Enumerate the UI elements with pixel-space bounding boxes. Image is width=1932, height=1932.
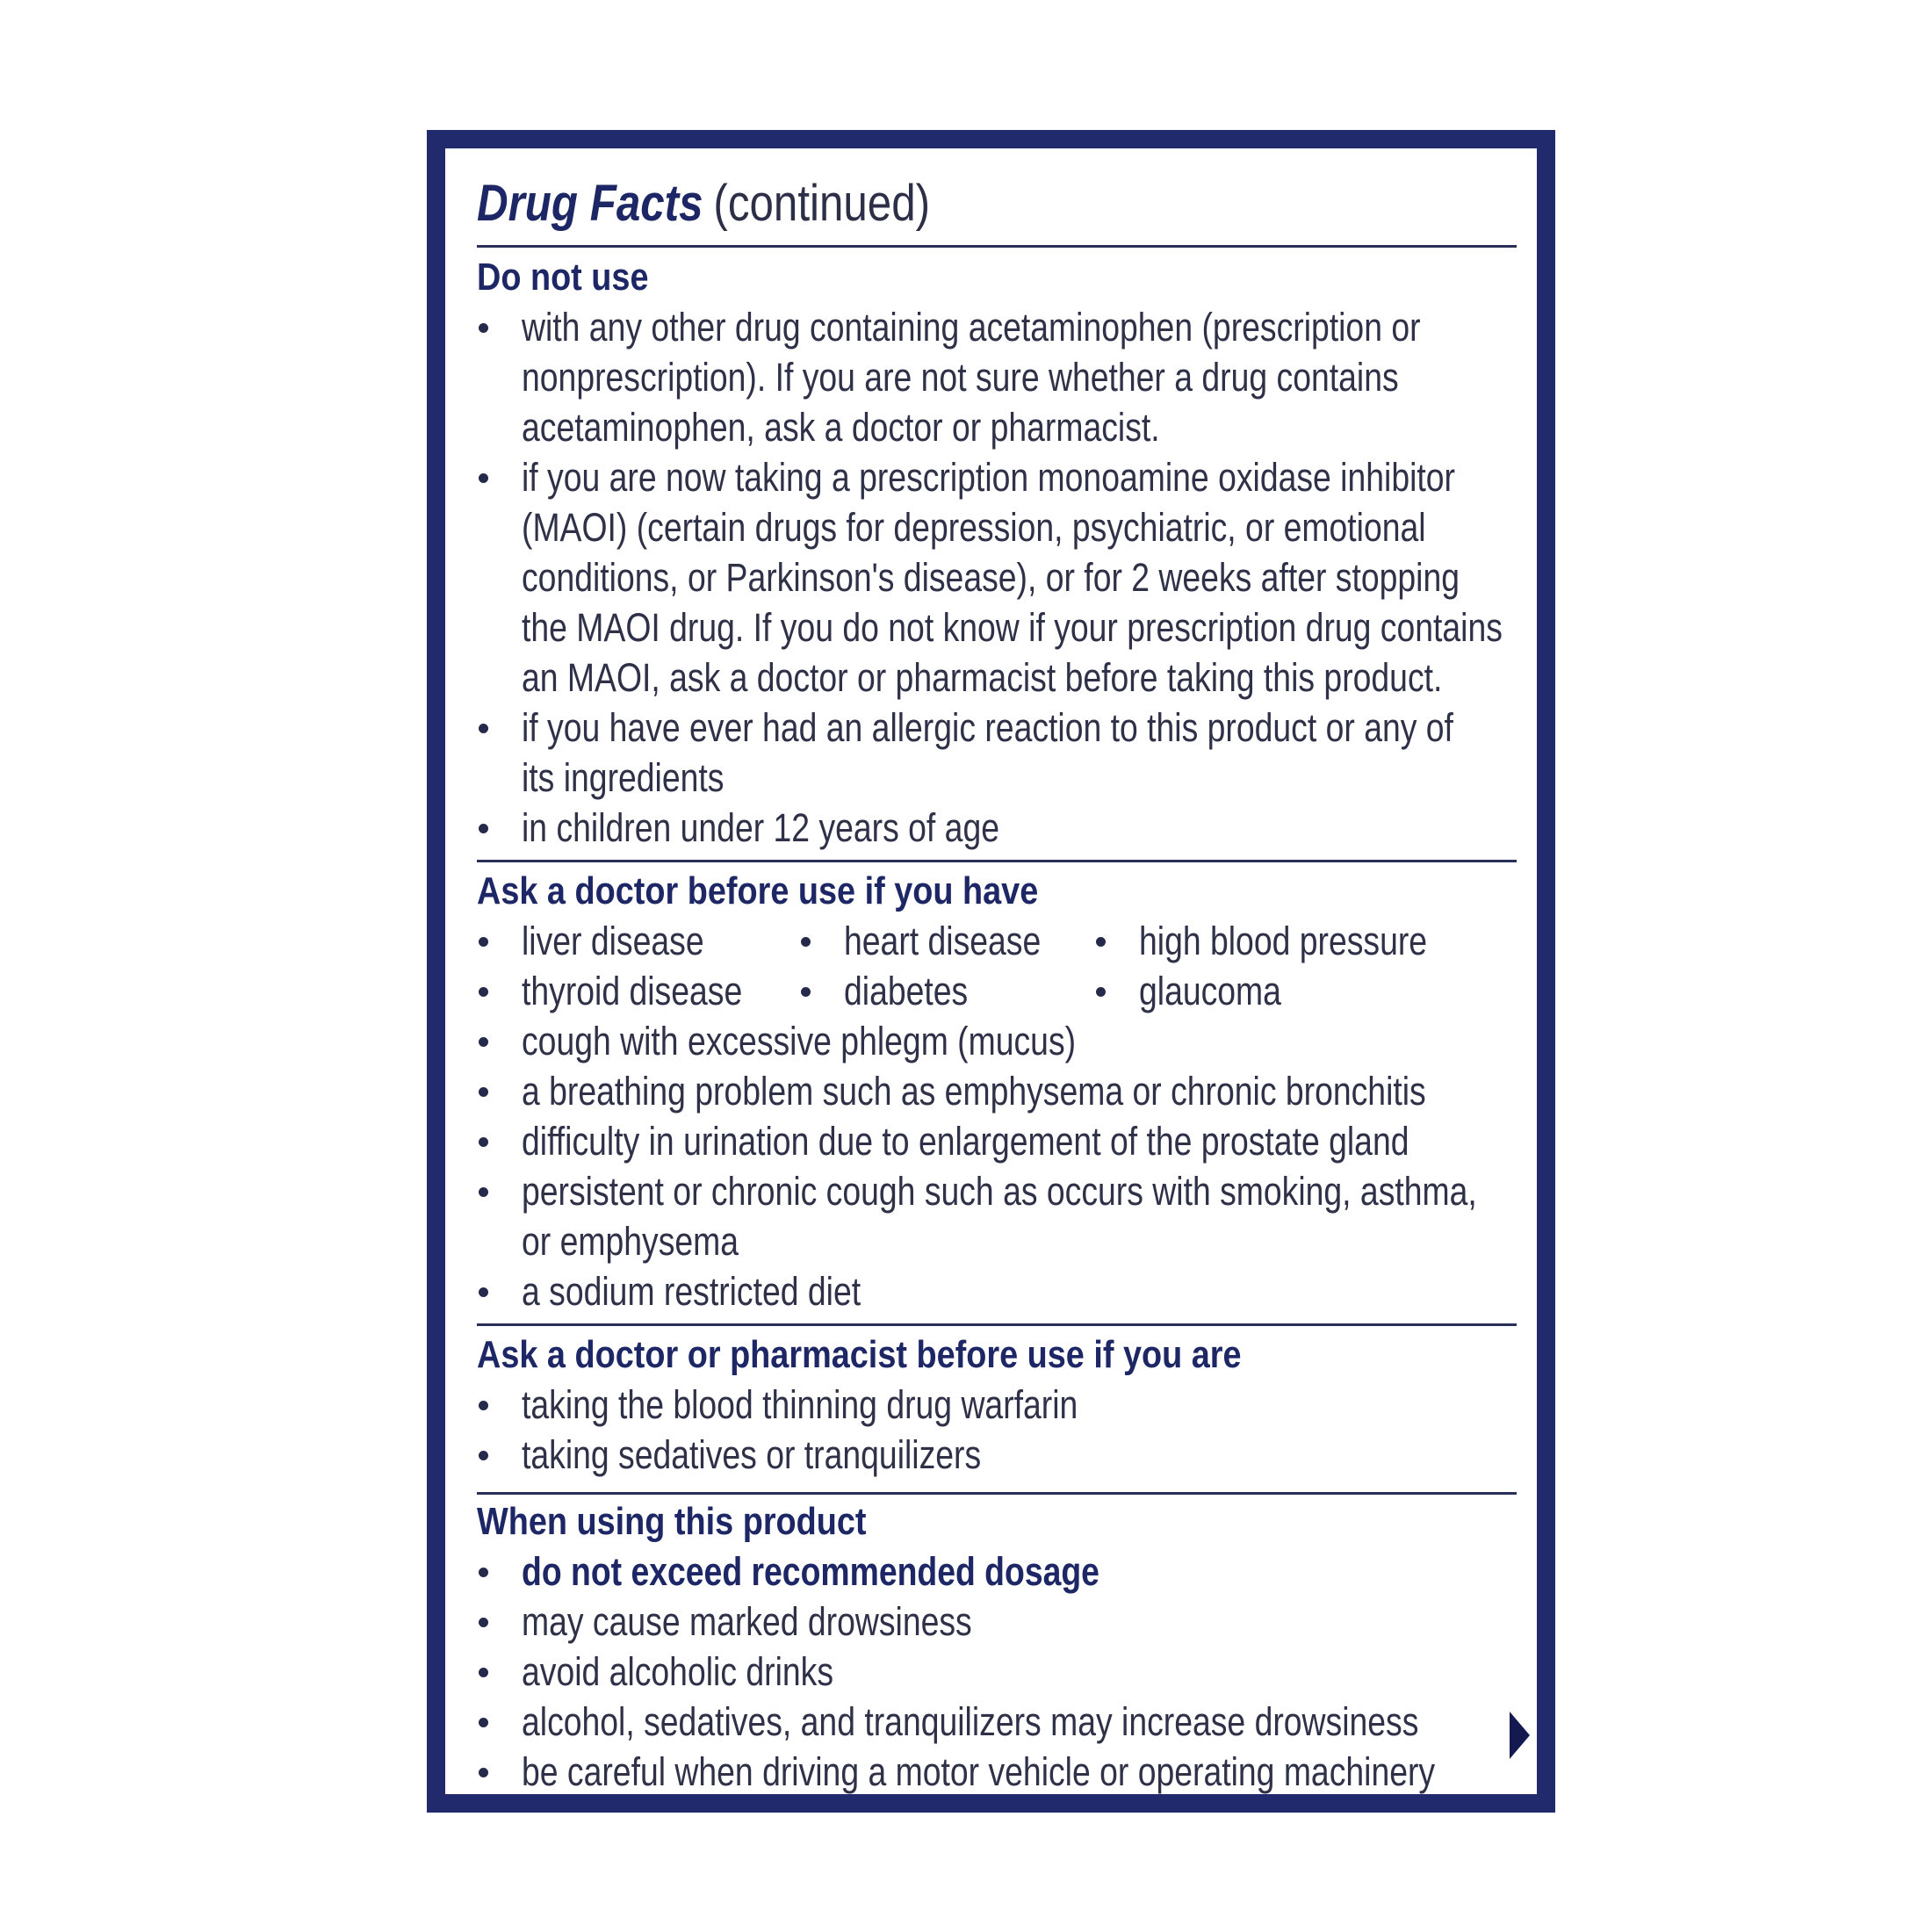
bullet-icon — [479, 1037, 488, 1047]
list-item: glaucoma — [1094, 966, 1310, 1016]
list-item: if you have ever had an allergic reaction to this product or any of its ingredients — [477, 703, 1517, 803]
list-item: liver disease — [477, 916, 741, 966]
bullet-icon — [479, 937, 488, 947]
triangle-right-icon — [1510, 1712, 1530, 1759]
condition-row — [477, 916, 1517, 966]
section-divider — [477, 1323, 1517, 1326]
ask-doctor-section — [477, 866, 1517, 1316]
section-heading: Ask a doctor before use if you have — [477, 869, 1039, 912]
bullet-icon — [479, 1718, 488, 1727]
bullet-icon — [479, 1401, 488, 1410]
section-heading: Ask a doctor or pharmacist before use if you are — [477, 1333, 1242, 1376]
bullet-icon — [1096, 987, 1106, 997]
list-item: alcohol, sedatives, and tranquilizers may increase drowsiness — [477, 1697, 1517, 1747]
section-divider — [477, 860, 1517, 862]
bullet-icon — [479, 724, 488, 733]
drug-facts-panel — [427, 130, 1555, 1813]
bullet-icon — [479, 987, 488, 997]
list-item: in children under 12 years of age — [477, 803, 1517, 853]
bullet-icon — [1096, 937, 1106, 947]
bullet-icon — [479, 1087, 488, 1097]
section-heading: When using this product — [477, 1500, 867, 1543]
list-item: be careful when driving a motor vehicle or operating machinery — [477, 1747, 1517, 1797]
list-item: high blood pressure — [1094, 916, 1486, 966]
list-item: difficulty in urination due to enlargement of the prostate gland — [477, 1116, 1517, 1166]
list-item: avoid alcoholic drinks — [477, 1647, 1517, 1697]
bullet-icon — [479, 323, 488, 333]
title-continued: (continued) — [713, 175, 931, 232]
bullet-icon — [479, 1618, 488, 1627]
bullet-icon — [479, 1187, 488, 1197]
bullet-icon — [479, 1668, 488, 1677]
bullet-icon — [479, 1287, 488, 1297]
list-item: cough with excessive phlegm (mucus) — [477, 1016, 1517, 1066]
ask-pharmacist-section — [477, 1330, 1517, 1480]
drug-facts-title — [477, 173, 930, 234]
bullet-icon — [479, 824, 488, 833]
title-main: Drug Facts — [477, 175, 703, 232]
bullet-icon — [479, 1568, 488, 1577]
section-heading: Do not use — [477, 256, 649, 299]
list-item: a breathing problem such as emphysema or chronic bronchitis — [477, 1066, 1517, 1116]
bullet-icon — [801, 937, 811, 947]
bullet-icon — [801, 987, 811, 997]
list-item: diabetes — [799, 966, 993, 1016]
list-item: may cause marked drowsiness — [477, 1597, 1517, 1647]
list-item: persistent or chronic cough such as occurs with smoking, asthma, or emphysema — [477, 1166, 1517, 1266]
list-item: taking sedatives or tranquilizers — [477, 1430, 1517, 1480]
do-not-use-section — [477, 252, 1517, 853]
list-item: a sodium restricted diet — [477, 1266, 1517, 1316]
bullet-icon — [479, 1137, 488, 1147]
list-item-emphasized: do not exceed recommended dosage — [477, 1546, 1517, 1597]
bullet-icon — [479, 1768, 488, 1777]
bullet-icon — [479, 473, 488, 483]
list-item: thyroid disease — [477, 966, 788, 1016]
section-divider — [477, 1492, 1517, 1495]
list-item: taking the blood thinning drug warfarin — [477, 1380, 1517, 1430]
bullet-icon — [479, 1451, 488, 1460]
drug-facts-content — [477, 148, 1517, 1794]
list-item: with any other drug containing acetaminophen (prescription or nonprescription). If you are not sure whether a drug contains acetaminophen, ask a doctor or pharmacist. — [477, 302, 1517, 452]
section-divider — [477, 245, 1517, 248]
list-item: heart disease — [799, 916, 1081, 966]
when-using-section — [477, 1496, 1517, 1797]
condition-row — [477, 966, 1517, 1016]
list-item: if you are now taking a prescription monoamine oxidase inhibitor (MAOI) (certain drugs for depression, psychiatric, or emotional conditions, or Parkinson's disease), or for 2 weeks after stopping the MAOI drug. If you do not know if your prescription drug contains an MAOI, ask a doctor or pharmacist before taking this product. — [477, 452, 1517, 703]
